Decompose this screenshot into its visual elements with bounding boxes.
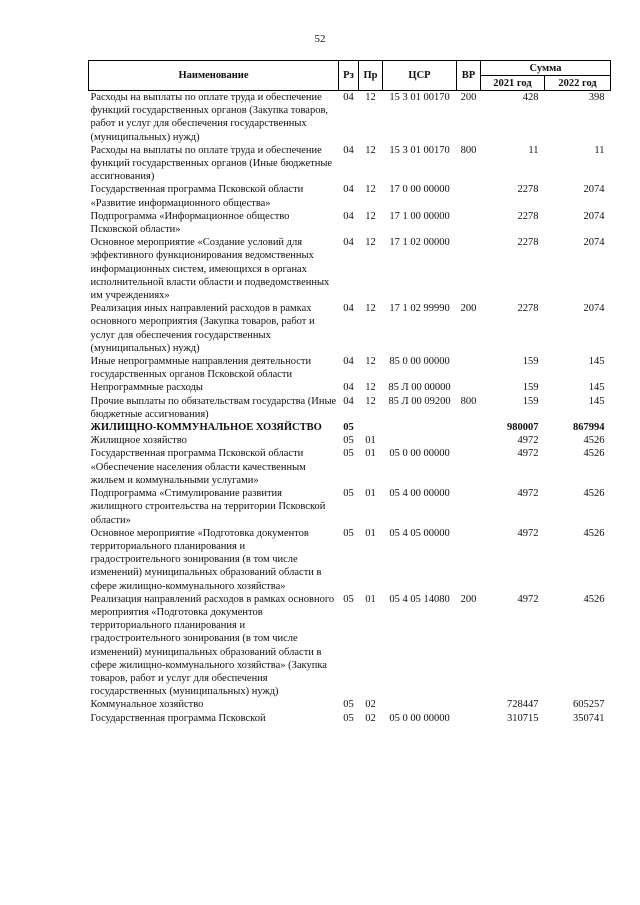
- cell-pr: 12: [365, 144, 376, 156]
- cell-rz: 04: [343, 92, 354, 103]
- cell-name: Расходы на выплаты по оплате труда и обеспечение функций государственных органов (Иные бюджетные ассигнования): [90, 144, 333, 183]
- cell-s2021: 4972: [517, 435, 539, 447]
- cell-s2021: 310715: [507, 712, 539, 724]
- cell-s2021: 159: [522, 395, 539, 407]
- table-row: [89, 210, 611, 236]
- cell-name: Основное мероприятие «Подготовка документов территориального планирования и градостроительного зонирования (в том числе изменений) муниципальных образований области в сфере жилищно-коммунального хозяйства»: [90, 527, 322, 592]
- cell-rz: 04: [343, 210, 354, 222]
- cell-rz: 04: [343, 395, 354, 407]
- table-body: [89, 91, 611, 725]
- cell-csr: 85 0 00 00000: [389, 356, 450, 368]
- table-row: [89, 183, 611, 209]
- cell-name: Расходы на выплаты по оплате труда и обеспечение функций государственных органов (Закупка товаров, работ и услуг для обеспечения государственных (муниципальных) нужд): [90, 92, 329, 143]
- header-csr: ЦСР: [383, 61, 457, 91]
- cell-vr: 800: [460, 144, 477, 156]
- cell-pr: 12: [365, 382, 376, 394]
- cell-vr: 200: [460, 593, 477, 605]
- table-row: [89, 527, 611, 593]
- cell-s2022: 4526: [583, 593, 605, 605]
- cell-s2021: 4972: [517, 488, 539, 500]
- cell-rz: 04: [343, 144, 354, 156]
- cell-vr: [457, 183, 481, 209]
- table-row: [89, 144, 611, 184]
- cell-pr: 12: [365, 210, 376, 222]
- cell-vr: 200: [460, 303, 477, 315]
- cell-rz: 05: [343, 699, 354, 711]
- cell-s2021: 4972: [517, 593, 539, 605]
- cell-csr: 05 0 00 00000: [389, 448, 450, 460]
- cell-s2021: 428: [522, 92, 539, 103]
- header-summa: Сумма: [481, 61, 611, 76]
- cell-s2022: 145: [588, 356, 605, 368]
- cell-csr: 85 Л 00 00000: [388, 382, 451, 394]
- cell-name: Реализация иных направлений расходов в рамках основного мероприятия (Закупка товаров, работ и услуг для обеспечения государственных (муниципальных) нужд): [90, 303, 315, 354]
- cell-csr: 05 4 05 14080: [389, 593, 450, 605]
- cell-s2022: 145: [588, 395, 605, 407]
- header-name: Наименование: [89, 61, 339, 91]
- cell-rz: 04: [343, 184, 354, 196]
- cell-name: Реализация направлений расходов в рамках основного мероприятия «Подготовка документов территориального планирования и градостроительного зонирования (в том числе изменений) муниципальных образований области в сфере жилищно-коммунального хозяйства» (Закупка товаров, работ и услуг для обеспечения государственных (муниципальных) нужд): [90, 593, 335, 698]
- cell-csr: 15 3 01 00170: [389, 92, 450, 103]
- cell-vr: [457, 698, 481, 711]
- page-number: 52: [314, 33, 326, 45]
- cell-s2022: 11: [594, 144, 605, 156]
- cell-s2022: 398: [588, 92, 605, 103]
- cell-s2022: 350741: [573, 712, 605, 724]
- cell-s2021: 980007: [507, 422, 539, 434]
- cell-name: Жилищное хозяйство: [90, 435, 187, 447]
- cell-s2021: 159: [522, 382, 539, 394]
- cell-csr: [383, 421, 457, 434]
- cell-s2021: 11: [528, 144, 539, 156]
- cell-csr: 15 3 01 00170: [389, 144, 450, 156]
- cell-vr: [457, 527, 481, 593]
- cell-rz: 05: [343, 488, 354, 500]
- cell-s2021: 728447: [507, 699, 539, 711]
- table-row: [89, 698, 611, 711]
- cell-vr: [457, 434, 481, 447]
- cell-name: Непрограммные расходы: [90, 382, 203, 394]
- cell-pr: 12: [365, 356, 376, 368]
- cell-vr: [457, 381, 481, 394]
- cell-name: Государственная программа Псковской области «Развитие информационного общества»: [90, 184, 304, 209]
- cell-rz: 04: [343, 382, 354, 394]
- cell-s2022: 145: [588, 382, 605, 394]
- cell-csr: [383, 434, 457, 447]
- cell-csr: 17 1 02 00000: [389, 237, 450, 249]
- cell-vr: [457, 210, 481, 236]
- cell-rz: 04: [343, 303, 354, 315]
- cell-name: Государственная программа Псковской: [90, 712, 266, 724]
- header-rz: Рз: [339, 61, 359, 91]
- table-row: [89, 395, 611, 421]
- cell-csr: 05 4 05 00000: [389, 527, 450, 539]
- cell-vr: 800: [460, 395, 477, 407]
- cell-rz: 04: [343, 237, 354, 249]
- cell-pr: 01: [365, 488, 376, 500]
- cell-s2021: 2278: [517, 184, 539, 196]
- cell-pr: 01: [365, 448, 376, 460]
- cell-vr: [457, 236, 481, 302]
- table-row: [89, 487, 611, 527]
- cell-vr: [457, 712, 481, 725]
- cell-vr: [457, 447, 481, 487]
- cell-name: Государственная программа Псковской области «Обеспечение населения области качественным жильем и коммунальными услугами»: [90, 448, 306, 486]
- cell-s2021: 2278: [517, 210, 539, 222]
- cell-name: Подпрограмма «Информационное общество Псковской области»: [90, 210, 290, 236]
- table-row: [89, 91, 611, 144]
- cell-pr: 02: [365, 699, 376, 711]
- cell-s2022: 2074: [583, 210, 605, 222]
- cell-name: Иные непрограммные направления деятельности государственных органов Псковской области: [90, 356, 312, 381]
- cell-rz: 05: [343, 435, 354, 447]
- cell-s2022: 4526: [583, 527, 605, 539]
- table-row: [89, 593, 611, 699]
- cell-s2022: 2074: [583, 184, 605, 196]
- cell-pr: 12: [365, 303, 376, 315]
- cell-csr: 05 4 00 00000: [389, 488, 450, 500]
- cell-s2021: 4972: [517, 527, 539, 539]
- cell-vr: [457, 421, 481, 434]
- cell-csr: [383, 698, 457, 711]
- cell-rz: 05: [343, 448, 354, 460]
- cell-vr: 200: [460, 92, 477, 103]
- table-row: [89, 236, 611, 302]
- cell-pr: [359, 421, 383, 434]
- cell-pr: 01: [365, 527, 376, 539]
- cell-s2022: 4526: [583, 435, 605, 447]
- header-pr: Пр: [359, 61, 383, 91]
- cell-pr: 01: [365, 593, 376, 605]
- cell-csr: 17 1 00 00000: [389, 210, 450, 222]
- header-2021: 2021 год: [481, 76, 545, 91]
- cell-rz: 05: [343, 593, 354, 605]
- cell-pr: 12: [365, 395, 376, 407]
- cell-name: Прочие выплаты по обязательствам государства (Иные бюджетные ассигнования): [90, 395, 337, 420]
- table-row: [89, 381, 611, 394]
- cell-csr: 17 1 02 99990: [389, 303, 450, 315]
- cell-rz: 04: [343, 356, 354, 368]
- cell-s2022: 4526: [583, 488, 605, 500]
- cell-s2022: 605257: [573, 699, 605, 711]
- table-row: [89, 712, 611, 725]
- cell-pr: 12: [365, 184, 376, 196]
- cell-pr: 01: [365, 435, 376, 447]
- cell-s2022: 2074: [583, 303, 605, 315]
- table-row: [89, 434, 611, 447]
- cell-name: Основное мероприятие «Создание условий для эффективного функционирования ведомственных информационных систем, имеющихся в органах исполнительной власти области и подведомственных им учреждениях»: [90, 237, 330, 302]
- cell-name: Коммунальное хозяйство: [90, 699, 204, 711]
- cell-s2021: 159: [522, 356, 539, 368]
- table-row: [89, 421, 611, 434]
- cell-pr: 12: [365, 92, 376, 103]
- cell-vr: [457, 355, 481, 381]
- header-vr: ВР: [457, 61, 481, 91]
- cell-csr: 05 0 00 00000: [389, 712, 450, 724]
- cell-pr: 02: [365, 712, 376, 724]
- cell-name: Подпрограмма «Стимулирование развития жилищного строительства на территории Псковской области»: [90, 488, 326, 526]
- budget-table: [88, 60, 611, 725]
- cell-csr: 85 Л 00 09200: [388, 395, 451, 407]
- cell-s2022: 2074: [583, 237, 605, 249]
- cell-rz: 05: [343, 712, 354, 724]
- cell-pr: 12: [365, 237, 376, 249]
- table-row: [89, 447, 611, 487]
- cell-rz: 05: [343, 527, 354, 539]
- cell-csr: 17 0 00 00000: [389, 184, 450, 196]
- table-row: [89, 302, 611, 355]
- cell-s2022: 4526: [583, 448, 605, 460]
- cell-s2021: 2278: [517, 237, 539, 249]
- table-row: [89, 355, 611, 381]
- cell-rz: 05: [343, 422, 354, 434]
- cell-vr: [457, 487, 481, 527]
- cell-s2021: 4972: [517, 448, 539, 460]
- cell-name: ЖИЛИЩНО-КОММУНАЛЬНОЕ ХОЗЯЙСТВО: [90, 422, 322, 434]
- cell-s2022: 867994: [573, 422, 605, 434]
- cell-s2021: 2278: [517, 303, 539, 315]
- header-2022: 2022 год: [545, 76, 611, 91]
